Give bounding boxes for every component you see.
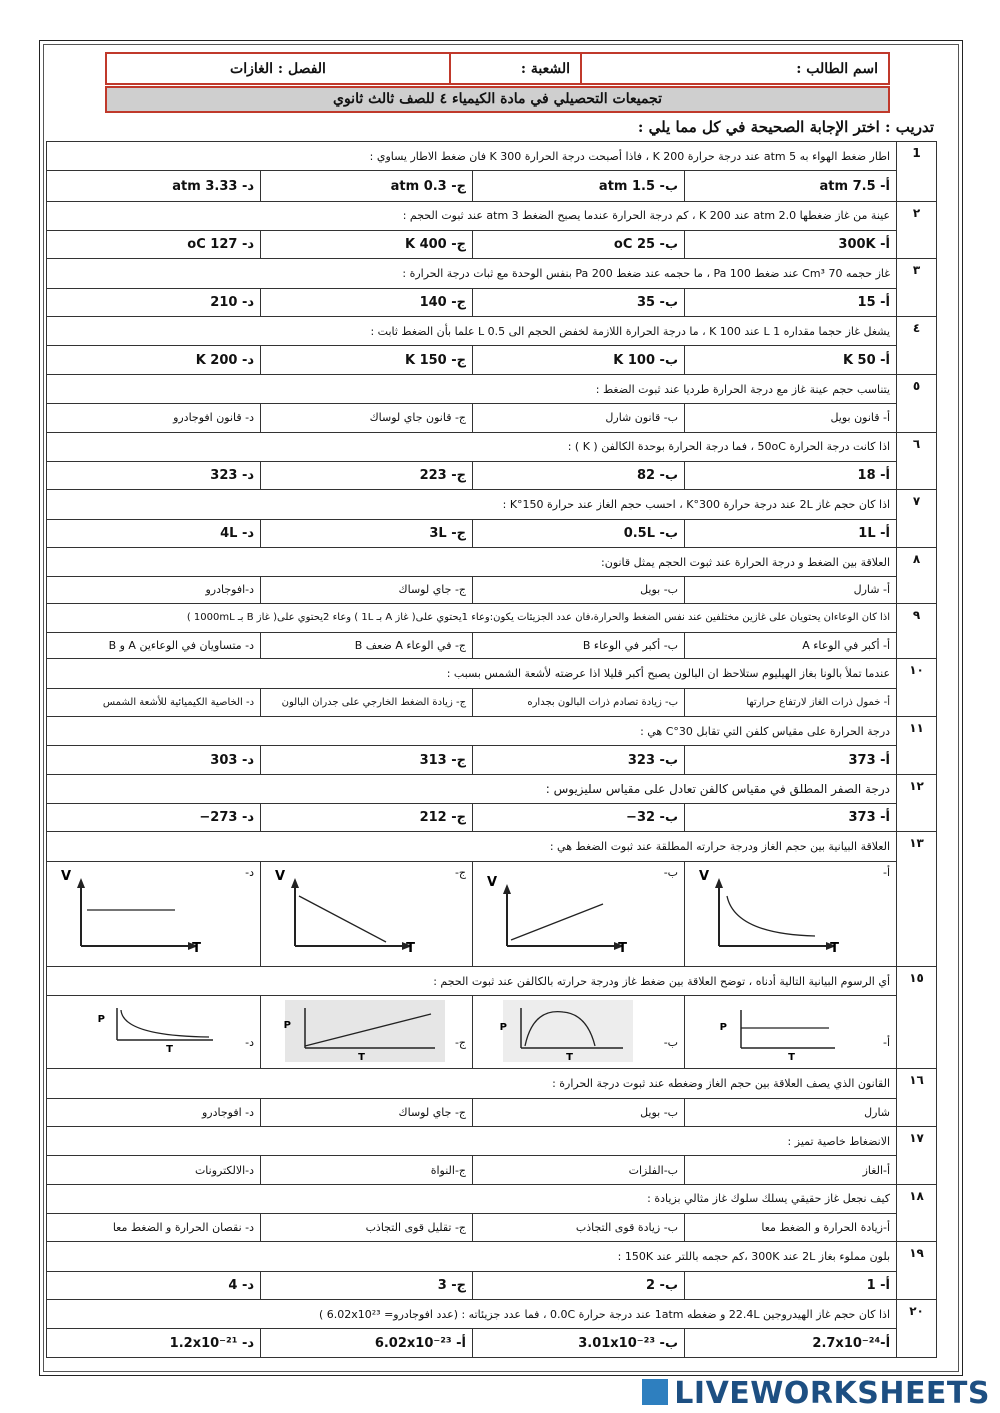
options-row <box>47 519 937 547</box>
option-d[interactable]: د- 303 <box>47 746 261 774</box>
option-b[interactable]: ب- 0.5L <box>473 519 685 547</box>
vt-graph-curve-down <box>698 866 855 958</box>
question-text: اذا كان حجم غاز الهيدروجين 22.4L و ضغطه 1atm عند درجة حرارة 0.0C ، فما عدد جزيئاته : (عدد افوجادرو= 6.02x10²³ ) <box>47 1300 897 1329</box>
option-c[interactable]: ج- جاي لوساك <box>261 577 473 603</box>
option-a[interactable]: أ-زيادة الحرارة و الضغط معا <box>685 1214 897 1242</box>
option-d[interactable]: د- 210 <box>47 288 261 316</box>
option-b[interactable]: ب- قانون شارل <box>473 404 685 432</box>
option-b[interactable]: ب- 32− <box>473 804 685 832</box>
brand-icon <box>642 1379 668 1405</box>
option-b[interactable]: ب- V T <box>473 861 685 966</box>
questions-table <box>46 141 937 1358</box>
question-row: ١٢ درجة الصفر المطلق في مقياس كالفن تعادل على مقياس سليزيوس : <box>47 774 937 803</box>
instruction-text: تدريب : اختر الإجابة الصحيحة في كل مما يلي : <box>637 118 934 136</box>
axis-label-p: P <box>283 1020 292 1032</box>
option-b[interactable]: ب- أكبر في الوعاء B <box>473 632 685 658</box>
axis-label-t: T <box>406 940 416 956</box>
option-d[interactable]: د- 127 oC <box>47 231 261 259</box>
option-d[interactable]: د- 323 <box>47 461 261 489</box>
option-a[interactable]: أ-2.7x10⁻²⁴ <box>685 1329 897 1358</box>
option-b[interactable]: ب- بويل <box>473 577 685 603</box>
option-c[interactable]: ج- 3L <box>261 519 473 547</box>
question-text: العلاقة البيانية بين حجم الغاز ودرجة حرارته المطلقة عند ثبوت الضغط هي : <box>47 832 897 861</box>
axis-label-t: T <box>358 1052 366 1064</box>
question-row: ١٥ أي الرسوم البيانية التالية أدناه ، توضح العلاقة بين ضغط غاز ودرجة حرارته بالكالفن عند ثبوت الحجم : <box>47 967 937 996</box>
axis-label-t: T <box>618 940 628 956</box>
option-c[interactable]: ج- 223 <box>261 461 473 489</box>
liveworksheets-logo: LIVEWORKSHEETS <box>642 1376 990 1411</box>
options-row <box>47 346 937 374</box>
option-b[interactable]: ب- 35 <box>473 288 685 316</box>
option-c[interactable]: ج- V T <box>261 861 473 966</box>
option-a[interactable]: أ- P T <box>685 996 897 1069</box>
question-row: ١٧ الانضغاط خاصية تميز : <box>47 1127 937 1156</box>
option-a[interactable]: أ- 300K <box>685 231 897 259</box>
axis-label-p: P <box>499 1022 508 1034</box>
option-d[interactable]: د- 200 K <box>47 346 261 374</box>
graph-options-row <box>47 996 937 1069</box>
option-a[interactable]: أ- 7.5 atm <box>685 171 897 201</box>
worksheet-title: تجميعات التحصيلي في مادة الكيمياء ٤ للصف ثالث ثانوي <box>105 86 890 113</box>
options-row <box>47 632 937 658</box>
option-d[interactable]: د- P T <box>47 996 261 1069</box>
option-c[interactable]: ج- 212 <box>261 804 473 832</box>
options-row <box>47 461 937 489</box>
axis-label-t: T <box>192 940 201 956</box>
option-a[interactable]: أ-الغاز <box>685 1156 897 1184</box>
question-row: ٢ عينة من غاز ضغطها 2.0 atm عند 200 K ، كم درجة الحرارة عندما يصبح الضغط 3 atm عند ثبوت الحجم : <box>47 201 937 230</box>
option-b[interactable]: ب-الفلزات <box>473 1156 685 1184</box>
question-text: عندما تملأ بالونا بغاز الهيليوم ستلاحظ ان البالون يصبح أكبر قليلا اذا عرضته لأشعة الشمس بسبب : <box>47 659 897 688</box>
vt-graph-flat <box>60 866 217 958</box>
option-b[interactable]: ب- 82 <box>473 461 685 489</box>
option-c[interactable]: ج- 3 <box>261 1271 473 1299</box>
question-row: ١٣ العلاقة البيانية بين حجم الغاز ودرجة حرارته المطلقة عند ثبوت الضغط هي : <box>47 832 937 861</box>
option-c[interactable]: ج- جاي لوساك <box>261 1098 473 1126</box>
section-field[interactable]: الشعبة : <box>449 54 580 83</box>
option-b[interactable]: ب- 1.5 atm <box>473 171 685 201</box>
student-name-field[interactable]: اسم الطالب : <box>580 54 888 83</box>
options-row <box>47 404 937 432</box>
question-row: ١٦ القانون الذي يصف العلاقة بين حجم الغاز وضغطه عند ثبوت درجة الحرارة : <box>47 1069 937 1098</box>
axis-label-t: T <box>830 940 840 956</box>
pt-graph-flat <box>719 1000 845 1064</box>
option-d[interactable]: د- 273− <box>47 804 261 832</box>
axis-label-v: V <box>60 868 71 884</box>
question-text: عينة من غاز ضغطها 2.0 atm عند 200 K ، كم درجة الحرارة عندما يصبح الضغط 3 atm عند ثبوت الحجم : <box>47 201 897 230</box>
option-b[interactable]: ب- زيادة قوى التجاذب <box>473 1214 685 1242</box>
options-row <box>47 1329 937 1358</box>
question-row: ٧ اذا كان حجم غاز 2L عند درجة حرارة 300°K ، احسب حجم الغاز عند حرارة 150°K : <box>47 490 937 519</box>
axis-label-p: P <box>719 1022 728 1034</box>
chapter-label: الفصل : الغازات <box>230 60 326 77</box>
options-row <box>47 171 937 201</box>
options-row <box>47 1156 937 1184</box>
option-c[interactable]: ج- قانون جاي لوساك <box>261 404 473 432</box>
question-row: ٦ اذا كانت درجة الحرارة 50oC ، فما درجة الحرارة بوحدة الكالفن ( K ) : <box>47 432 937 461</box>
option-d[interactable]: د- قانون افوجادرو <box>47 404 261 432</box>
option-a[interactable]: أ- 373 <box>685 746 897 774</box>
option-a[interactable]: أ- 373 <box>685 804 897 832</box>
option-b[interactable]: ب- P T <box>473 996 685 1069</box>
option-d[interactable]: د- متساويان في الوعاءين A و B <box>47 632 261 658</box>
option-c[interactable]: ج- P T <box>261 996 473 1069</box>
question-text: بلون مملوء بغاز 2L عند 300K ،كم حجمه باللتر عند 150K : <box>47 1242 897 1271</box>
option-b[interactable]: ب- 3.01x10⁻²³ <box>473 1329 685 1358</box>
pt-graph-line-up <box>285 1000 445 1062</box>
question-text: كيف نجعل غاز حقيقي يسلك سلوك غاز مثالي بزيادة : <box>47 1184 897 1213</box>
option-d[interactable]: د- 1.2x10⁻²¹ <box>47 1329 261 1358</box>
vt-graph-line-down <box>274 866 431 958</box>
question-text: القانون الذي يصف العلاقة بين حجم الغاز وضغطه عند ثبوت درجة الحرارة : <box>47 1069 897 1098</box>
option-a[interactable]: أ- قانون بويل <box>685 404 897 432</box>
question-row: ١٠ عندما تملأ بالونا بغاز الهيليوم ستلاحظ ان البالون يصبح أكبر قليلا اذا عرضته لأشعة الشمس بسبب : <box>47 659 937 688</box>
question-text: يشغل غاز حجما مقداره 1 L عند 100 K ، ما درجة الحرارة اللازمة لخفض الحجم الى 0.5 L علما بأن الضغط ثابت : <box>47 317 897 346</box>
option-d[interactable]: د- V T <box>47 861 261 966</box>
axis-label-v: V <box>486 874 498 890</box>
question-text: غاز حجمه 70 Cm³ عند ضغط 100 Pa ، ما حجمه عند ضغط 200 Pa بنفس الوحدة مع ثبات درجة الحرارة : <box>47 259 897 288</box>
option-a[interactable]: أ- 1L <box>685 519 897 547</box>
option-a[interactable]: أ- V T <box>685 861 897 966</box>
question-row: ١٨ كيف نجعل غاز حقيقي يسلك سلوك غاز مثالي بزيادة : <box>47 1184 937 1213</box>
axis-label-v: V <box>698 868 710 884</box>
question-text: اطار ضغط الهواء به 5 atm عند درجة حرارة 200 K ، فاذا أصبحت درجة الحرارة 300 K فان ضغط الاطار يساوي : <box>47 142 897 171</box>
option-d[interactable]: د- افوجادرو <box>47 1098 261 1126</box>
option-c[interactable]: ج- 150 K <box>261 346 473 374</box>
options-row <box>47 1214 937 1242</box>
question-row: ١١ درجة الحرارة على مقياس كلفن التي تقابل 30°C هي : <box>47 716 937 745</box>
option-a[interactable]: شارل <box>685 1098 897 1126</box>
option-a[interactable]: أ- 18 <box>685 461 897 489</box>
option-b[interactable]: ب- بويل <box>473 1098 685 1126</box>
option-b[interactable]: ب- 25 oC <box>473 231 685 259</box>
axis-label-p: P <box>97 1014 105 1026</box>
options-row <box>47 804 937 832</box>
option-c[interactable]: ج- في الوعاء A ضعف B <box>261 632 473 658</box>
options-row <box>47 231 937 259</box>
question-text: أي الرسوم البيانية التالية أدناه ، توضح العلاقة بين ضغط غاز ودرجة حرارته بالكالفن عند ثبوت الحجم : <box>47 967 897 996</box>
options-row <box>47 288 937 316</box>
question-text: اذا كان حجم غاز 2L عند درجة حرارة 300°K ، احسب حجم الغاز عند حرارة 150°K : <box>47 490 897 519</box>
option-a[interactable]: أ- 1 <box>685 1271 897 1299</box>
option-b[interactable]: ب- 100 K <box>473 346 685 374</box>
option-d[interactable]: د- 4L <box>47 519 261 547</box>
option-d[interactable]: د-الالكترونات <box>47 1156 261 1184</box>
question-row: ١٩ بلون مملوء بغاز 2L عند 300K ،كم حجمه باللتر عند 150K : <box>47 1242 937 1271</box>
options-row <box>47 1098 937 1126</box>
question-text: درجة الصفر المطلق في مقياس كالفن تعادل على مقياس سليزيوس : <box>47 774 897 803</box>
option-a[interactable]: أ- 15 <box>685 288 897 316</box>
question-row: ٥ يتناسب حجم عينة غاز مع درجة الحرارة طرديا عند ثبوت الضغط : <box>47 374 937 403</box>
option-b[interactable]: ب- 323 <box>473 746 685 774</box>
pt-graph-arch <box>499 1000 633 1064</box>
option-a[interactable]: أ- أكبر في الوعاء A <box>685 632 897 658</box>
question-row: ٨ العلاقة بين الضغط و درجة الحرارة عند ثبوت الحجم يمثل قانون: <box>47 547 937 576</box>
option-d[interactable]: د-افوجادرو <box>47 577 261 603</box>
option-c[interactable]: أ- 6.02x10⁻²³ <box>261 1329 473 1358</box>
question-text: الانضغاط خاصية تميز : <box>47 1127 897 1156</box>
option-b[interactable]: ب- زيادة تصادم ذرات البالون بجداره <box>473 688 685 716</box>
axis-label-t: T <box>166 1044 173 1056</box>
graph-options-row <box>47 861 937 966</box>
question-row: ٤ يشغل غاز حجما مقداره 1 L عند 100 K ، ما درجة الحرارة اللازمة لخفض الحجم الى 0.5 L علما بأن الضغط ثابت : <box>47 317 937 346</box>
question-row: ٢٠ اذا كان حجم غاز الهيدروجين 22.4L و ضغطه 1atm عند درجة حرارة 0.0C ، فما عدد جزيئاته : (عدد افوجادرو= 6.02x10²³ ) <box>47 1300 937 1329</box>
option-c[interactable]: ج- 140 <box>261 288 473 316</box>
question-row: ٩ اذا كان الوعاءان يحتويان على غازين مختلفين عند نفس الضغط والحرارة،فان عدد الجزيئات يكون:وعاء 1يحتوي على( غاز A بـ 1L ) وعاء 2يحتوي على( غاز B بـ 1000mL ) <box>47 603 937 632</box>
options-row <box>47 688 937 716</box>
question-text: اذا كان الوعاءان يحتويان على غازين مختلفين عند نفس الضغط والحرارة،فان عدد الجزيئات يكون:وعاء 1يحتوي على( غاز A بـ 1L ) وعاء 2يحتوي على( غاز B بـ 1000mL ) <box>47 603 897 632</box>
header-bar <box>105 52 890 85</box>
option-d[interactable]: د- 4 <box>47 1271 261 1299</box>
question-text: العلاقة بين الضغط و درجة الحرارة عند ثبوت الحجم يمثل قانون: <box>47 547 897 576</box>
axis-label-v: V <box>274 868 286 884</box>
option-d[interactable]: د- 3.33 atm <box>47 171 261 201</box>
vt-graph-line-up <box>486 866 643 958</box>
options-row <box>47 1271 937 1299</box>
option-c[interactable]: ج- زيادة الضغط الخارجي على جدران البالون <box>261 688 473 716</box>
option-c[interactable]: ج- 313 <box>261 746 473 774</box>
options-row <box>47 577 937 603</box>
question-text: يتناسب حجم عينة غاز مع درجة الحرارة طرديا عند ثبوت الضغط : <box>47 374 897 403</box>
option-d[interactable]: د- نقصان الحرارة و الضغط معا <box>47 1214 261 1242</box>
axis-label-t: T <box>788 1052 796 1064</box>
option-a[interactable]: أ- خمول ذرات الغاز لارتفاع حرارتها <box>685 688 897 716</box>
option-a[interactable]: أ- شارل <box>685 577 897 603</box>
question-text: اذا كانت درجة الحرارة 50oC ، فما درجة الحرارة بوحدة الكالفن ( K ) : <box>47 432 897 461</box>
option-c[interactable]: ج- 0.3 atm <box>261 171 473 201</box>
option-d[interactable]: د- الخاصية الكيميائية للأشعة الشمس <box>47 688 261 716</box>
option-c[interactable]: ج- 400 K <box>261 231 473 259</box>
options-row <box>47 746 937 774</box>
pt-graph-curve-down <box>97 1000 223 1062</box>
option-a[interactable]: أ- 50 K <box>685 346 897 374</box>
axis-label-t: T <box>566 1052 574 1064</box>
question-row: 1 اطار ضغط الهواء به 5 atm عند درجة حرارة 200 K ، فاذا أصبحت درجة الحرارة 300 K فان ضغط الاطار يساوي : <box>47 142 937 171</box>
option-b[interactable]: ب- 2 <box>473 1271 685 1299</box>
option-c[interactable]: ج- تقليل قوى التجاذب <box>261 1214 473 1242</box>
question-text: درجة الحرارة على مقياس كلفن التي تقابل 30°C هي : <box>47 716 897 745</box>
question-row: ٣ غاز حجمه 70 Cm³ عند ضغط 100 Pa ، ما حجمه عند ضغط 200 Pa بنفس الوحدة مع ثبات درجة الحرارة : <box>47 259 937 288</box>
option-c[interactable]: ج-النواة <box>261 1156 473 1184</box>
